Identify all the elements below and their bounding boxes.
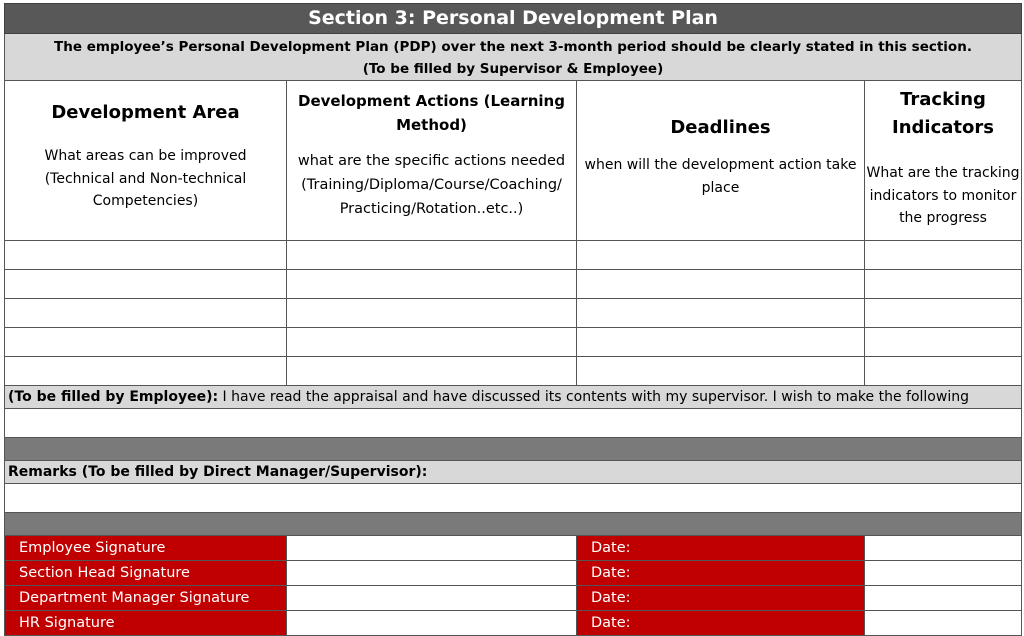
signature-label: Employee Signature <box>4 536 287 561</box>
header-title-line: Method) <box>396 116 467 134</box>
table-row <box>4 357 1022 386</box>
header-desc-line: What areas can be improved <box>44 148 247 164</box>
signature-row <box>4 536 1022 561</box>
date-field[interactable] <box>865 536 1022 561</box>
header-description <box>287 149 576 221</box>
header-desc-line: place <box>701 179 740 196</box>
header-desc-line: indicators to monitor <box>869 187 1017 204</box>
header-title: Development Area <box>51 102 240 123</box>
header-title-line: Tracking <box>900 89 986 110</box>
date-label: Date: <box>577 536 865 561</box>
header-description <box>865 162 1021 230</box>
input-cell-development-area[interactable] <box>4 299 287 328</box>
header-development-actions <box>287 81 577 241</box>
employee-note-label-row <box>4 386 1022 409</box>
signature-label: HR Signature <box>4 611 287 636</box>
input-cell-development-area[interactable] <box>4 357 287 386</box>
date-label: Date: <box>577 611 865 636</box>
input-cell-development-actions[interactable] <box>287 328 577 357</box>
date-field[interactable] <box>865 561 1022 586</box>
intro-line-2: (To be filled by Supervisor & Employee) <box>362 61 664 77</box>
date-field[interactable] <box>865 611 1022 636</box>
input-cell-tracking[interactable] <box>865 328 1022 357</box>
signature-field[interactable] <box>287 586 577 611</box>
header-title <box>287 89 576 137</box>
header-description <box>5 145 286 213</box>
signature-field[interactable] <box>287 561 577 586</box>
remarks-field[interactable] <box>4 484 1022 513</box>
input-cell-development-area[interactable] <box>4 328 287 357</box>
header-desc-line: Practicing/Rotation..etc..) <box>339 201 524 217</box>
date-label: Date: <box>577 586 865 611</box>
input-cell-development-actions[interactable] <box>287 357 577 386</box>
input-cell-development-actions[interactable] <box>287 241 577 270</box>
header-title <box>865 86 1021 142</box>
input-cell-tracking[interactable] <box>865 270 1022 299</box>
section-divider <box>4 513 1022 536</box>
column-header-row <box>4 81 1022 241</box>
input-cell-development-area[interactable] <box>4 270 287 299</box>
intro-text <box>4 34 1022 81</box>
input-cell-tracking[interactable] <box>865 357 1022 386</box>
signature-row <box>4 586 1022 611</box>
header-development-area <box>4 81 287 241</box>
input-cell-development-area[interactable] <box>4 241 287 270</box>
signature-row <box>4 611 1022 636</box>
table-row <box>4 328 1022 357</box>
employee-comment-field[interactable] <box>4 409 1022 438</box>
input-cell-deadline[interactable] <box>577 270 865 299</box>
input-cell-deadline[interactable] <box>577 241 865 270</box>
intro-line-1: The employee’s Personal Development Plan (PDP) over the next 3-month period should be clearly stated in this section. <box>54 39 972 55</box>
header-description <box>577 154 864 199</box>
input-cell-development-actions[interactable] <box>287 299 577 328</box>
date-label: Date: <box>577 561 865 586</box>
signature-field[interactable] <box>287 611 577 636</box>
input-cell-deadline[interactable] <box>577 357 865 386</box>
header-title-line: Indicators <box>892 117 994 138</box>
remarks-label: Remarks (To be filled by Direct Manager/Supervisor): <box>4 461 1022 484</box>
header-desc-line: (Technical and Non-technical <box>44 170 247 187</box>
date-field[interactable] <box>865 586 1022 611</box>
header-desc-line: What are the tracking <box>866 165 1020 181</box>
header-desc-line: what are the specific actions needed <box>297 153 566 169</box>
header-desc-line: Competencies) <box>92 193 199 209</box>
input-cell-tracking[interactable] <box>865 299 1022 328</box>
header-desc-line: when will the development action take <box>584 157 857 173</box>
header-deadlines <box>577 81 865 241</box>
table-row <box>4 299 1022 328</box>
employee-note-text: I have read the appraisal and have discussed its contents with my supervisor. I wish to make the following <box>218 389 969 405</box>
signature-row <box>4 561 1022 586</box>
header-tracking-indicators <box>865 81 1022 241</box>
signature-label: Department Manager Signature <box>4 586 287 611</box>
section-title: Section 3: Personal Development Plan <box>4 3 1022 34</box>
table-row <box>4 270 1022 299</box>
signature-label: Section Head Signature <box>4 561 287 586</box>
header-desc-line: the progress <box>899 210 987 226</box>
input-cell-deadline[interactable] <box>577 299 865 328</box>
input-cell-development-actions[interactable] <box>287 270 577 299</box>
header-title: Deadlines <box>670 117 771 138</box>
input-cell-deadline[interactable] <box>577 328 865 357</box>
header-title-line: Development Actions (Learning <box>298 92 565 110</box>
table-row <box>4 241 1022 270</box>
employee-note-label: (To be filled by Employee): <box>8 389 219 405</box>
input-cell-tracking[interactable] <box>865 241 1022 270</box>
header-desc-line: (Training/Diploma/Course/Coaching/ <box>301 177 562 193</box>
signature-field[interactable] <box>287 536 577 561</box>
section-divider <box>4 438 1022 461</box>
